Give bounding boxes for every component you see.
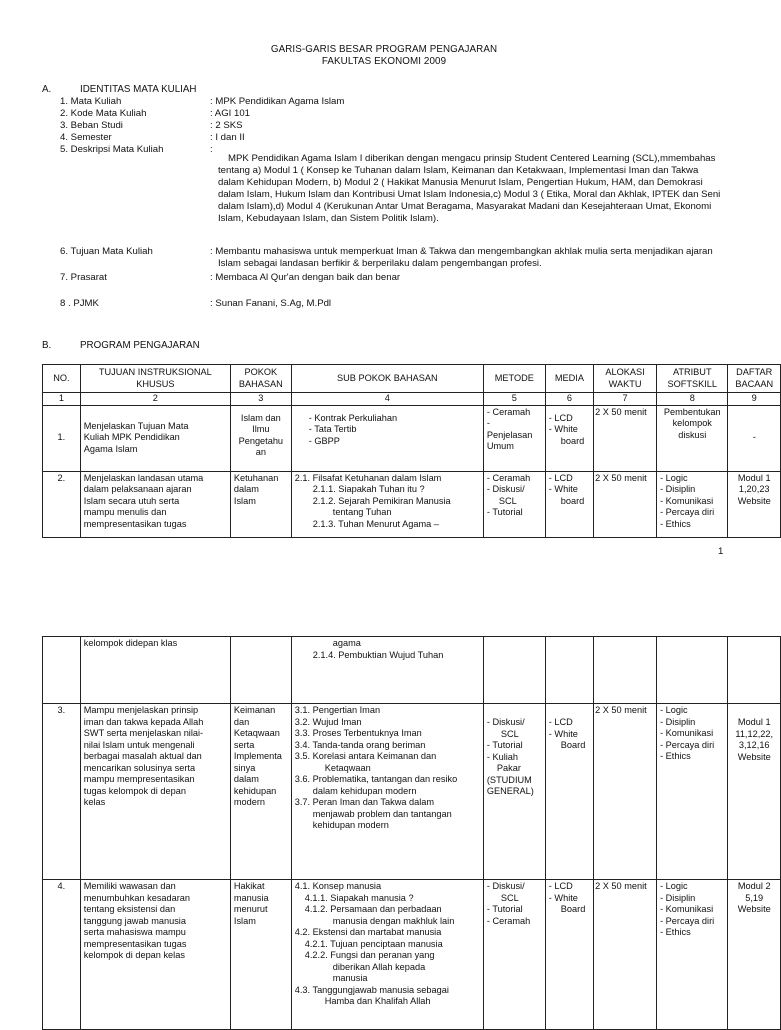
cell-line: - White (548, 728, 578, 739)
ident-value: : Sunan Fanani, S.Ag, M.Pdl (210, 298, 332, 309)
cell-line: - Percaya diri (660, 915, 715, 926)
cell-line: diberikan Allah kepada (332, 961, 426, 972)
cell-line: kelompok didepan klas (83, 638, 178, 648)
cell-line: 4.2.2. Fungsi dan peranan yang (304, 950, 435, 960)
cell-line: SCL (500, 728, 519, 739)
cell-line: Board (560, 904, 586, 914)
cell-line: mempresentasikan tugas (83, 938, 187, 949)
cell-line: sinya (233, 762, 256, 773)
header-text: ATRIBUT (672, 367, 712, 377)
cell-line: mempresentasikan tugas (83, 518, 187, 529)
row-metode (483, 637, 545, 704)
cell-line: 3.5. Korelasi antara Keimanan dan (294, 751, 437, 761)
cell-line: 4.1.2. Persamaan dan perbadaan (304, 904, 442, 914)
ident-label: 5. Deskripsi Mata Kuliah (60, 144, 164, 155)
tujuan-line-2: Islam sebagai landasan berfikir & berperilaku dalam pengembangan profesi. (218, 258, 542, 269)
header-no: NO. (43, 365, 81, 393)
cell-line: 4.2.1. Tujuan penciptaan manusia (304, 938, 443, 949)
cell-line: - Tata Tertib (308, 424, 357, 434)
cell-line: - Logic (660, 705, 688, 715)
row-sub-pokok (291, 637, 483, 704)
header-atribut (657, 365, 728, 393)
cell-line: - LCD (548, 717, 573, 727)
cell-line: Kuliah MPK Pendidikan (83, 432, 180, 443)
ident-value: : MPK Pendidikan Agama Islam (210, 96, 345, 107)
cell-line: tentang eksistensi dan (83, 904, 176, 914)
row-alokasi: 2 X 50 menit (594, 471, 657, 537)
cell-line: manusia (233, 892, 269, 903)
cell-line: Pakar (496, 763, 521, 773)
col-number: 4 (291, 393, 483, 406)
row-atribut (657, 637, 728, 704)
cell-line: - Kontrak Perkuliahan (308, 412, 398, 423)
cell-line: 3.7. Peran Iman dan Takwa dalam (294, 797, 435, 807)
col-number: 6 (545, 393, 593, 406)
cell-line: Modul 1 (737, 472, 771, 483)
cell-line: 3.6. Problematika, tantangan dan resiko (294, 774, 458, 784)
row-atribut (657, 880, 728, 1030)
row-pokok (230, 637, 291, 704)
deskripsi-line: dalam Kehidupan Modern, b) Modul 2 ( Hakikat Manusia Menurut Islam, Pengertian Hukum, HAM, dan Demokrasi (218, 177, 703, 188)
cell-line: - Ethics (660, 751, 691, 761)
row-daftar (728, 704, 781, 880)
cell-line: - Ethics (660, 927, 691, 937)
cell-line: - LCD (548, 881, 573, 891)
cell-line: 11,12,22, (735, 728, 774, 739)
cell-line: 2.1.3. Tuhan Menurut Agama – (312, 518, 439, 529)
row-pokok (230, 405, 291, 471)
row-sub-pokok (291, 405, 483, 471)
deskripsi-paragraph (218, 153, 724, 225)
cell-line: Islam secara utuh serta (83, 495, 180, 506)
header-sub-pokok: SUB POKOK BAHASAN (291, 365, 483, 393)
cell-line: Board (560, 740, 586, 750)
cell-line: - Komunikasi (660, 728, 714, 738)
cell-line: - White (548, 484, 578, 494)
row-media (545, 405, 593, 471)
col-number: 9 (728, 393, 781, 406)
table-row (43, 704, 781, 880)
cell-line: Memiliki wawasan dan (83, 881, 176, 891)
cell-line: dalam (233, 774, 259, 784)
ident-label: 3. Beban Studi (60, 120, 123, 131)
ident-value: : Membaca Al Qur'an dengan baik dan benar (210, 272, 401, 283)
row-metode (483, 704, 545, 880)
ident-label: 6. Tujuan Mata Kuliah (60, 246, 153, 257)
cell-line: Pengetahu (238, 435, 284, 446)
cell-line: Penjelasan (486, 429, 533, 440)
cell-line: menurut (233, 904, 268, 914)
cell-line: dalam (233, 484, 259, 494)
cell-line: - Disiplin (660, 892, 696, 903)
cell-line: 2.1. Filsafat Ketuhanan dalam Islam (294, 472, 442, 483)
row-media (545, 471, 593, 537)
cell-line: iman dan takwa kepada Allah (83, 716, 204, 727)
cell-line: Ketuhanan (233, 472, 279, 483)
ident-value: : I dan II (210, 132, 245, 143)
cell-line: - Ceramah (486, 915, 531, 926)
cell-line: 5,19 (745, 892, 764, 903)
cell-line: - Disiplin (660, 484, 696, 494)
cell-line: Islam (233, 915, 256, 926)
cell-line: tentang Tuhan (332, 507, 392, 517)
cell-line: 3.1. Pengertian Iman (294, 705, 381, 715)
header-text: POKOK (244, 367, 278, 377)
cell-line: dalam kehidupan modern (312, 785, 417, 796)
table-row (43, 637, 781, 704)
row-tujuan (80, 405, 230, 471)
row-tujuan (80, 637, 230, 704)
ident-value: : 2 SKS (210, 120, 243, 131)
cell-line: - Percaya diri (660, 507, 715, 517)
cell-line: board (560, 435, 585, 446)
row-metode (483, 405, 545, 471)
cell-line: - LCD (548, 412, 573, 423)
row-daftar (728, 637, 781, 704)
col-number: 3 (230, 393, 291, 406)
cell-line: manusia dengan makhluk lain (332, 915, 455, 926)
cell-line: Hamba dan Khalifah Allah (324, 996, 431, 1006)
table-number-row (43, 393, 781, 406)
cell-line: - Kuliah (486, 751, 519, 762)
cell-line: 2.1.2. Sejarah Pemikiran Manusia (312, 495, 451, 506)
cell-line: mampu menulis dan (83, 507, 167, 517)
cell-line: Website (737, 495, 771, 506)
ident-value: : AGI 101 (210, 108, 251, 119)
cell-line: 2.1.4. Pembuktian Wujud Tuhan (312, 649, 444, 660)
ident-label: 7. Prasarat (60, 272, 107, 283)
cell-line: serta mahasiswa mampu (83, 927, 186, 937)
cell-line: agama (332, 638, 361, 648)
row-no: 2. (43, 471, 81, 537)
cell-line: - Diskusi/ (486, 484, 525, 494)
row-pokok (230, 704, 291, 880)
cell-line: 4.1. Konsep manusia (294, 881, 382, 891)
cell-line: 3.2. Wujud Iman (294, 716, 362, 727)
table-row (43, 405, 781, 471)
header-media: MEDIA (545, 365, 593, 393)
cell-line: - (486, 418, 490, 428)
cell-line: GENERAL) (486, 786, 534, 796)
page-number: 1 (718, 546, 724, 557)
cell-line: serta (233, 739, 255, 750)
ident-label: 1. Mata Kuliah (60, 96, 122, 107)
row-media (545, 704, 593, 880)
cell-line: - Komunikasi (660, 495, 714, 506)
header-metode: METODE (483, 365, 545, 393)
cell-line: Pembentukan (663, 406, 721, 417)
cell-line: manusia (332, 973, 368, 983)
cell-line: diskusi (678, 429, 707, 440)
program-table-page-2 (42, 636, 781, 1030)
header-alokasi (594, 365, 657, 393)
cell-line: - Diskusi/ (486, 881, 525, 891)
cell-line: - Logic (660, 472, 688, 483)
row-no (43, 637, 81, 704)
row-media (545, 880, 593, 1030)
row-daftar (728, 471, 781, 537)
row-tujuan (80, 880, 230, 1030)
cell-line: modern (233, 797, 266, 807)
cell-line: - Ceramah (486, 406, 531, 417)
cell-line: - Ethics (660, 518, 691, 529)
ident-label: 4. Semester (60, 132, 112, 143)
cell-line: Website (737, 904, 771, 914)
ident-label: 8 . PJMK (60, 298, 99, 309)
document-title: GARIS-GARIS BESAR PROGRAM PENGAJARAN (270, 44, 498, 55)
row-no: 4. (43, 880, 81, 1030)
header-daftar (728, 365, 781, 393)
row-atribut (657, 405, 728, 471)
cell-line: 2.1.1. Siapakah Tuhan itu ? (312, 484, 425, 494)
cell-line: 3.4. Tanda-tanda orang beriman (294, 739, 426, 750)
header-text: ALOKASI (605, 367, 645, 377)
cell-line: SCL (500, 892, 519, 903)
col-number: 2 (80, 393, 230, 406)
cell-line: Ilmu (252, 424, 270, 434)
cell-line: kelompok (672, 418, 712, 428)
cell-line: SCL (498, 495, 517, 506)
row-tujuan (80, 704, 230, 880)
cell-line: board (560, 495, 585, 506)
cell-line: an (255, 447, 266, 457)
table-row (43, 880, 781, 1030)
row-no: 1. (43, 405, 81, 471)
cell-line: - Tutorial (486, 904, 523, 914)
row-alokasi: 2 X 50 menit (594, 704, 657, 880)
cell-line: 3.3. Proses Terbentuknya Iman (294, 728, 422, 738)
header-text: TUJUAN INSTRUKSIONAL (98, 367, 212, 377)
row-metode (483, 880, 545, 1030)
cell-line: berbagai masalah aktual dan (83, 751, 202, 761)
header-text: BACAAN (735, 378, 774, 389)
deskripsi-line: dalam Islam),d) Modul 4 (Kerukunan Antar Umat Beragama, Masyarakat Madani dan Kesejahteraan Umat, Ekonomi (218, 201, 712, 212)
header-text: DAFTAR (736, 367, 773, 377)
cell-line: - Diskusi/ (486, 717, 525, 727)
cell-line: Mampu menjelaskan prinsip (83, 705, 199, 715)
table-header-row (43, 365, 781, 393)
deskripsi-line: dalam Islam, Hukum Islam dan Kontribusi Umat Islam Indonesia,c) Modul 3 ( Etika, Moral dan Akhlak, IPTEK dan Seni (218, 189, 721, 200)
cell-line: dalam pelaksanaan ajaran (83, 484, 192, 494)
cell-line: dan (233, 716, 250, 727)
row-sub-pokok (291, 880, 483, 1030)
row-daftar: - (728, 405, 781, 471)
cell-line: tugas kelompok di depan (83, 785, 186, 796)
cell-line: Implementa (233, 751, 282, 761)
cell-line: Ketaqwaan (324, 762, 371, 773)
cell-line: Modul 2 (737, 881, 771, 891)
cell-line: 4.1.1. Siapakah manusia ? (304, 892, 414, 903)
cell-line: Hakikat (233, 881, 265, 891)
header-text: BAHASAN (238, 378, 283, 389)
col-number: 7 (594, 393, 657, 406)
document-subtitle: FAKULTAS EKONOMI 2009 (321, 56, 447, 67)
cell-line: Modul 1 (737, 717, 771, 727)
cell-line: - Tutorial (486, 740, 523, 750)
cell-line: 4.3. Tanggungjawab manusia sebagai (294, 984, 449, 995)
row-daftar (728, 880, 781, 1030)
cell-line: - LCD (548, 472, 573, 483)
row-pokok (230, 471, 291, 537)
cell-line: Menjelaskan Tujuan Mata (83, 420, 189, 431)
cell-line: 1,20,23 (738, 484, 770, 494)
cell-line: tanggung jawab manusia (83, 915, 186, 926)
cell-line: mencarikan solusinya serta (83, 762, 196, 773)
row-media (545, 637, 593, 704)
row-pokok (230, 880, 291, 1030)
ident-label: 2. Kode Mata Kuliah (60, 108, 147, 119)
cell-line: menumbuhkan kesadaran (83, 892, 191, 903)
cell-line: (STUDIUM (486, 774, 532, 785)
cell-line: - Disiplin (660, 716, 696, 727)
cell-line: kehidupan modern (312, 820, 389, 830)
section-b-letter: B. (42, 340, 52, 351)
deskripsi-line: MPK Pendidikan Agama Islam I diberikan dengan mengacu prinsip Student Centered Learning (SCL),mmembahas (228, 153, 716, 164)
section-a-title: IDENTITAS MATA KULIAH (80, 84, 197, 95)
row-sub-pokok (291, 471, 483, 537)
ident-value: : (210, 144, 213, 155)
cell-line: Website (737, 751, 771, 762)
header-text: WAKTU (608, 378, 642, 389)
table-row (43, 471, 781, 537)
header-text: KHUSUS (136, 378, 175, 389)
row-alokasi: 2 X 50 menit (594, 405, 657, 471)
row-sub-pokok (291, 704, 483, 880)
header-tujuan (80, 365, 230, 393)
cell-line: - Logic (660, 881, 688, 891)
cell-line: kelompok di depan kelas (83, 950, 185, 960)
row-atribut (657, 471, 728, 537)
cell-line: - White (548, 892, 578, 903)
cell-line: Menjelaskan landasan utama (83, 472, 204, 483)
cell-line: Umum (486, 441, 514, 451)
row-atribut (657, 704, 728, 880)
cell-line: Islam dan (240, 412, 281, 423)
cell-line: - Tutorial (486, 507, 523, 517)
deskripsi-line: tentang a) Modul 1 ( Konsep ke Tuhanan dalam Islam, Keimanan dan Ketakwaan, Implementasi Iman dan Takwa (218, 165, 699, 176)
ident-value: : Membantu mahasiswa untuk memperkuat Iman & Takwa dan mengembangkan akhlak mulia serta menjadikan ajaran (210, 246, 713, 257)
col-number: 8 (657, 393, 728, 406)
col-number: 5 (483, 393, 545, 406)
cell-line: kehidupan (233, 785, 277, 796)
cell-line: nilai Islam untuk mengenali (83, 739, 195, 750)
header-text: SOFTSKILL (667, 378, 718, 389)
cell-line: - GBPP (308, 435, 340, 446)
deskripsi-line: Islam, Kebudayaan Islam, dan Sistem Politik Islam). (218, 213, 439, 224)
cell-line: 3,12,16 (738, 740, 770, 750)
program-table-page-1 (42, 364, 781, 538)
col-number: 1 (43, 393, 81, 406)
cell-line: - Percaya diri (660, 739, 715, 750)
cell-line: Keimanan (233, 705, 276, 715)
cell-line: kelas (83, 797, 106, 807)
row-tujuan (80, 471, 230, 537)
section-a-letter: A. (42, 84, 52, 95)
cell-line: SWT serta menjelaskan nilai- (83, 728, 204, 738)
cell-line: Islam (233, 495, 256, 506)
cell-line: 4.2. Ekstensi dan martabat manusia (294, 927, 442, 937)
cell-line: menjawab problem dan tantangan (312, 808, 452, 819)
cell-line: - Komunikasi (660, 904, 714, 914)
cell-line: - White (548, 424, 578, 434)
cell-line: - Ceramah (486, 472, 531, 483)
row-alokasi: 2 X 50 menit (594, 880, 657, 1030)
cell-line: Agama Islam (83, 443, 138, 454)
cell-line: Ketaqwaan (233, 728, 280, 738)
row-metode (483, 471, 545, 537)
cell-line: mampu mempresentasikan (83, 774, 195, 784)
header-pokok (230, 365, 291, 393)
section-b-title: PROGRAM PENGAJARAN (80, 340, 200, 351)
row-alokasi (594, 637, 657, 704)
row-no: 3. (43, 704, 81, 880)
